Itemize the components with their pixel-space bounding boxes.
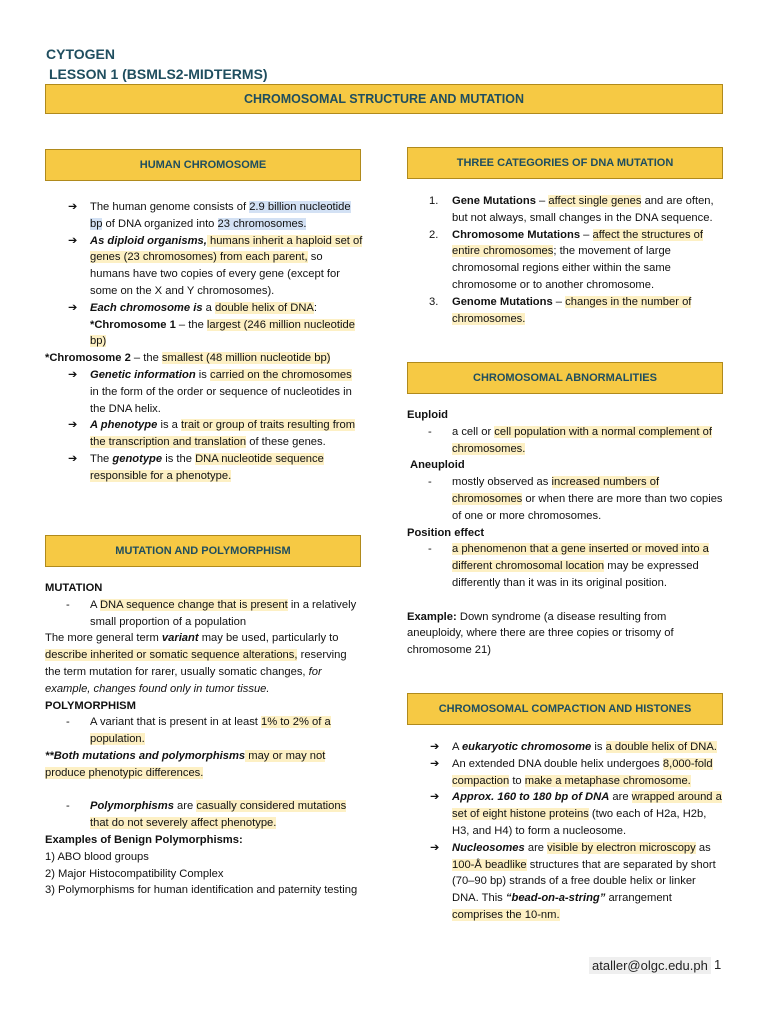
arrow-bullet-icon: ➔ bbox=[68, 419, 78, 432]
position-effect-label: Position effect bbox=[407, 526, 485, 539]
list-item: - A DNA sequence change that is present in a relatively small proportion of a population bbox=[66, 598, 357, 628]
mutation-polymorphism-heading bbox=[45, 535, 361, 567]
aneuploid-label: Aneuploid bbox=[410, 459, 465, 472]
arrow-bullet-icon: ➔ bbox=[68, 301, 78, 314]
arrow-bullet-icon: ➔ bbox=[430, 741, 440, 753]
example-item: 2) Major Histocompatibility Complex bbox=[45, 867, 224, 880]
both-note: **Both mutations and polymorphisms may or may not produce phenotypic differences. bbox=[45, 749, 326, 779]
list-item: ➔ A phenotype is a trait or group of traits resulting from the transcription and translation of these genes. bbox=[68, 419, 356, 449]
abnormalities-section bbox=[407, 407, 723, 659]
list-item: ➔ A eukaryotic chromosome is a double helix of DNA. bbox=[407, 739, 723, 756]
example-item: 3) Polymorphisms for human identification and paternity testing bbox=[45, 884, 358, 897]
human-chromosome-heading bbox=[45, 149, 361, 181]
page-title-banner bbox=[45, 84, 723, 114]
human-chromosome-section bbox=[45, 199, 363, 485]
item-number: 1. bbox=[429, 195, 439, 207]
three-categories-heading bbox=[407, 147, 723, 179]
list-item: ➔ Each chromosome is a double helix of DNA: *Chromosome 1 – the largest (246 million nucleotide bp) bbox=[68, 301, 355, 348]
list-item: 3. Genome Mutations – changes in the number of chromosomes. bbox=[429, 295, 692, 325]
euploid-label: Euploid bbox=[407, 409, 449, 421]
arrow-bullet-icon: ➔ bbox=[68, 234, 78, 247]
list-item: 2. Chromosome Mutations – affect the structures of entire chromosomes; the movement of large chromosomal regions either within the same chromosome or to another chromosome. bbox=[429, 228, 703, 291]
list-item: ➔ Nucleosomes are visible by electron microscopy as 100-Å beadlike structures that are separated by short (70–90 bp) strands of a free double helix or linker DNA. This “bead-on-a-string” arrangement comprises the 10-nm. bbox=[430, 841, 716, 921]
lesson-title: LESSON 1 (BSMLS2-MIDTERMS) bbox=[49, 66, 268, 82]
mutation-section bbox=[45, 580, 363, 899]
dash-bullet: - bbox=[66, 800, 70, 813]
list-item: ➔ Genetic information is carried on the chromosomes in the form of the order or sequence of nucleotides in the DNA helix. bbox=[68, 368, 352, 415]
item-number: 2. bbox=[429, 228, 439, 241]
variant-paragraph: The more general term variant may be used, particularly to describe inherited or somatic sequence alterations, reserving the term mutation for rarer, usually somatic changes, for example, changes found only in tumor tissue. bbox=[45, 632, 347, 695]
heading-text: HUMAN CHROMOSOME bbox=[139, 159, 267, 171]
mutation-label: MUTATION bbox=[45, 582, 103, 594]
list-item: ➔ The human genome consists of 2.9 billion nucleotide bp of DNA organized into 23 chromosomes. bbox=[68, 201, 351, 230]
list-item: ➔ As diploid organisms, humans inherit a haploid set of genes (23 chromosomes) from each parent, so humans have two copies of every gene (except for some on the X and Y chromosomes). bbox=[68, 234, 363, 297]
heading-text: CHROMOSOMAL COMPACTION AND HISTONES bbox=[438, 703, 692, 715]
list-item: 1. Gene Mutations – affect single genes and are often, but not always, small changes in the DNA sequence. bbox=[429, 195, 714, 224]
arrow-bullet-icon: ➔ bbox=[430, 757, 440, 770]
compaction-heading bbox=[407, 693, 723, 725]
page-number: 1 bbox=[714, 957, 722, 972]
item-number: 3. bbox=[429, 295, 439, 308]
arrow-bullet-icon: ➔ bbox=[68, 201, 78, 213]
arrow-bullet-icon: ➔ bbox=[430, 841, 440, 854]
polymorphism-label: POLYMORPHISM bbox=[45, 699, 136, 712]
list-item: - a phenomenon that a gene inserted or moved into a different chromosomal location may be expressed differently than it was in its original position. bbox=[428, 543, 709, 589]
list-item: ➔ Approx. 160 to 180 bp of DNA are wrapped around a set of eight histone proteins (two each of H2a, H2b, H3, and H4) to form a nucleosome. bbox=[430, 791, 722, 837]
list-item: - mostly observed as increased numbers of chromosomes or when there are more than two copies of one or more chromosomes. bbox=[428, 476, 723, 522]
chromosome-2-line: *Chromosome 2 – the smallest (48 million nucleotide bp) bbox=[45, 352, 331, 365]
list-item: - a cell or cell population with a normal complement of chromosomes. bbox=[428, 425, 712, 455]
abnormalities-heading bbox=[407, 362, 723, 394]
arrow-bullet-icon: ➔ bbox=[430, 791, 440, 804]
list-item: ➔ An extended DNA double helix undergoes 8,000-fold compaction to make a metaphase chromosome. bbox=[430, 757, 713, 787]
dash-bullet: - bbox=[66, 598, 70, 611]
author-email: ataller@olgc.edu.ph bbox=[589, 957, 711, 974]
list-item: - Polymorphisms are casually considered mutations that do not severely affect phenotype. bbox=[66, 800, 347, 830]
heading-text: MUTATION AND POLYMORPHISM bbox=[115, 545, 291, 557]
compaction-section bbox=[407, 739, 723, 924]
dash-bullet: - bbox=[428, 425, 432, 438]
examples-label: Examples of Benign Polymorphisms: bbox=[45, 833, 243, 846]
subject-title: CYTOGEN bbox=[46, 46, 115, 62]
heading-text: THREE CATEGORIES OF DNA MUTATION bbox=[456, 157, 674, 169]
arrow-bullet-icon: ➔ bbox=[68, 368, 78, 381]
dash-bullet: - bbox=[428, 543, 432, 556]
dash-bullet: - bbox=[428, 476, 432, 489]
example-item: 1) ABO blood groups bbox=[45, 850, 149, 863]
list-item: - A variant that is present in at least 1% to 2% of a population. bbox=[66, 716, 331, 746]
example-paragraph: Example: Down syndrome (a disease resulting from aneuploidy, where there are three copies or trisomy of chromosome 21) bbox=[407, 610, 674, 657]
list-item: ➔ The genotype is the DNA nucleotide sequence responsible for a phenotype. bbox=[68, 452, 324, 482]
page-title: CHROMOSOMAL STRUCTURE AND MUTATION bbox=[243, 92, 525, 106]
dash-bullet: - bbox=[66, 716, 70, 729]
heading-text: CHROMOSOMAL ABNORMALITIES bbox=[473, 372, 657, 384]
three-categories-section bbox=[407, 193, 723, 327]
arrow-bullet-icon: ➔ bbox=[68, 452, 78, 465]
